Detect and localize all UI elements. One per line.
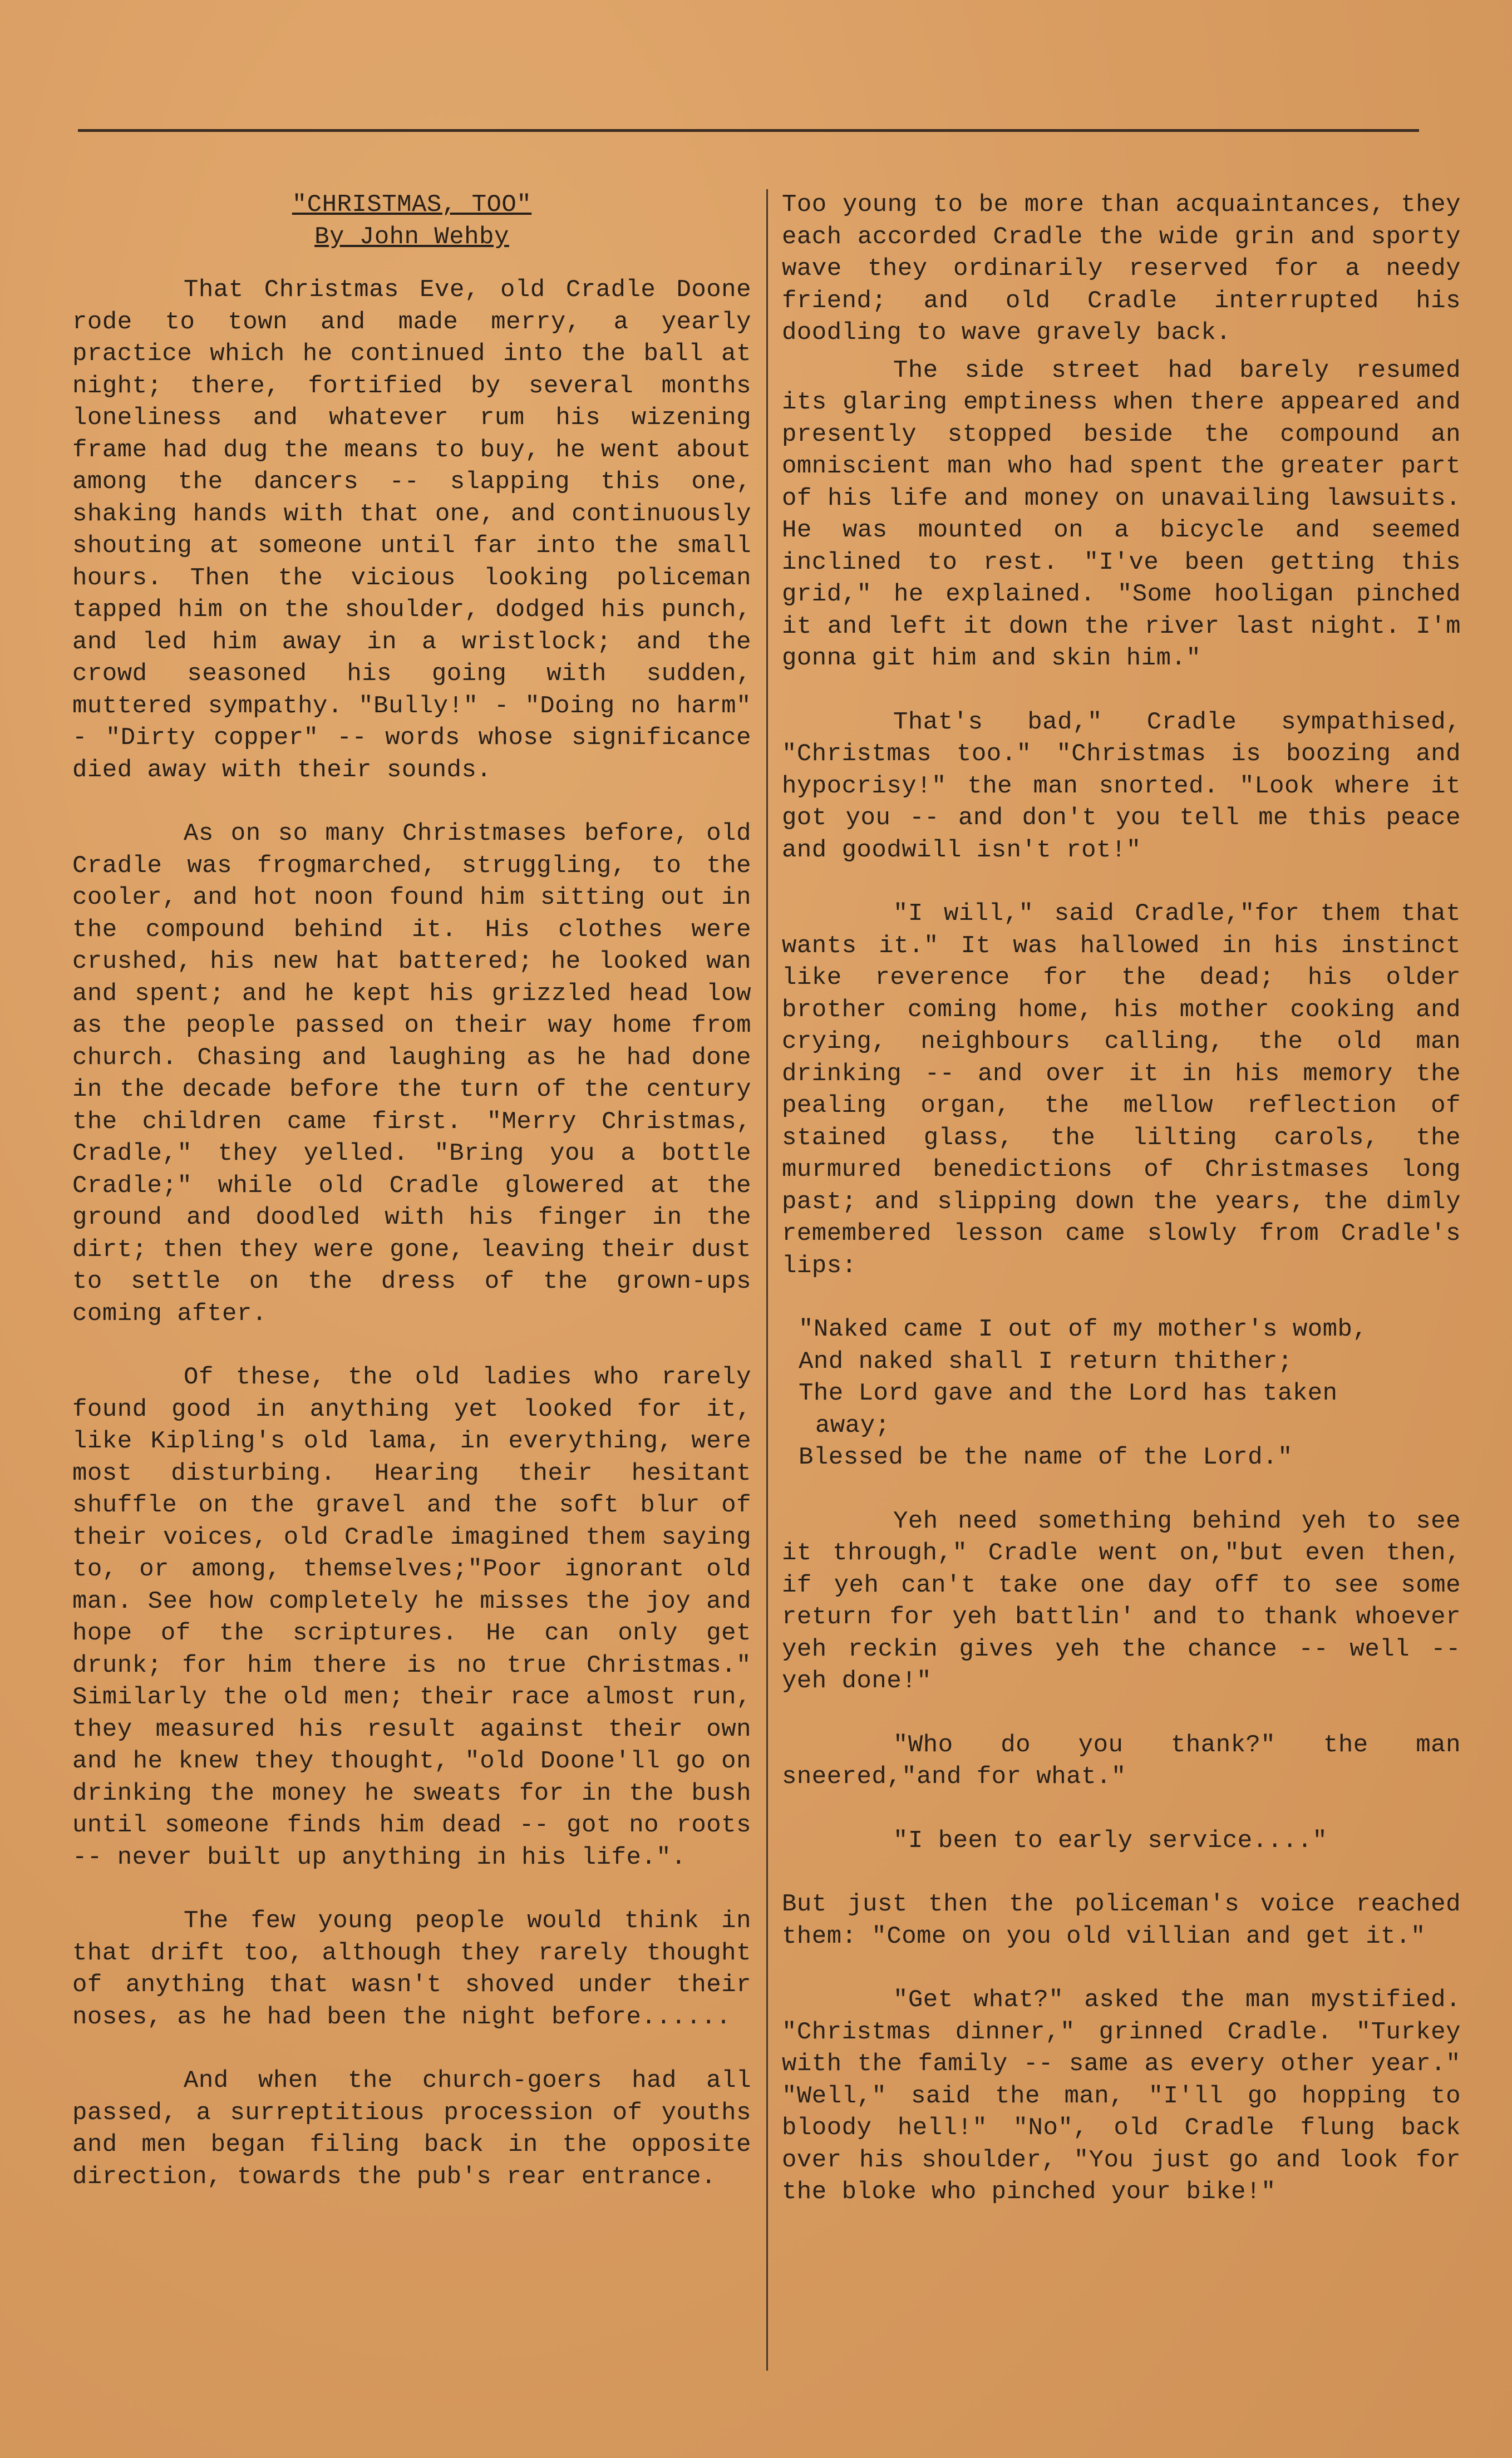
header-rule [78,129,1419,132]
left-column [72,189,751,2225]
paragraph: That Christmas Eve, old Cradle Doone rode to town and made merry, a yearly practice which he continued into the ball at night; there, fortified by several months loneliness and whatever rum his wizening frame had dug the means to buy, he went about among the dancers -- slapping this one, shaking hands with that one, and continuously shouting at someone until far into the small hours. Then the vicious looking policeman tapped him on the shoulder, dodged his punch, and led him away in a wristlock; and the crowd seasoned his going with sudden, muttered sympathy. "Bully!" - "Doing no harm" - "Dirty copper" -- words whose significance died away with their sounds. [72,276,751,784]
verse-line: away; [815,1411,890,1440]
paragraph: As on so many Christmases before, old Cradle was frogmarched, struggling, to the cooler, and hot noon found him sitting out in the compound behind it. His clothes were crushed, his new hat battered; he looked wan and spent; and he kept his grizzled head low as the people passed on their way home from church. Chasing and laughing as he had done in the decade before the turn of the century the children came first. "Merry Christmas, Cradle," they yelled. "Bring you a bottle Cradle;" while old Cradle glowered at the ground and doodled with his finger in the dirt; then they were gone, leaving their dust to settle on the dress of the grown-ups coming after. [72,820,751,1328]
paragraph: The few young people would think in that drift too, although they rarely thought of anything that wasn't shoved under their noses, as he had been the night before...... [72,1907,751,2031]
scripture-verse [799,1314,1461,1474]
paragraph: That's bad," Cradle sympathised, "Christmas too." "Christmas is boozing and hypocrisy!" the man snorted. "Look where it got you -- and don't you tell me this peace and goodwill isn't rot!" [782,708,1461,864]
paragraph: Of these, the old ladies who rarely found good in anything yet looked for it, like Kipling's old lama, in everything, were most disturbing. Hearing their hesitant shuffle on the gravel and the soft blur of their voices, old Cradle imagined them saying to, or among, themselves;"Poor ignorant old man. See how completely he misses the joy and hope of the scriptures. He can only get drunk; for him there is no true Christmas." Similarly the old men; their race almost run, they measured his result against their own and he knew they thought, "old Doone'll go on drinking the money he sweats for in the bush until someone finds him dead -- got no roots -- never built up anything in his life.". [72,1363,751,1871]
paragraph: Yeh need something behind yeh to see it through," Cradle went on,"but even then, if yeh can't take one day off to see some return for yeh battlin' and to thank whoever yeh reckin gives yeh the chance -- well -- yeh done!" [782,1507,1461,1695]
paragraph: Too young to be more than acquaintances, they each accorded Cradle the wide grin and sporty wave they ordinarily reserved for a needy friend; and old Cradle interrupted his doodling to wave gravely back. [782,191,1461,347]
byline: By John Wehby [314,223,509,251]
paragraph: And when the church-goers had all passed, a surreptitious procession of youths and men began filing back in the opposite direction, towards the pub's rear entrance. [72,2067,751,2191]
verse-line: "Naked came I out of my mother's womb, [799,1316,1368,1343]
article-title: "CHRISTMAS, TOO" [292,191,532,219]
paragraph: "Get what?" asked the man mystified. "Christmas dinner," grinned Cradle. "Turkey with the family -- same as every other year." "Well," said the man, "I'll go hopping to bloody hell!" "No", old Cradle flung back over his shoulder, "You just go and look for the bloke who pinched your bike!" [782,1986,1461,2206]
paragraph: "I will," said Cradle,"for them that wants it." It was hallowed in his instinct like reverence for the dead; his older brother coming home, his mother cooking and crying, neighbours calling, the old man drinking -- and over it in his memory the pealing organ, the mellow reflection of stained glass, the lilting carols, the murmured benedictions of Christmases long past; and slipping down the years, the dimly remembered lesson came slowly from Cradle's lips: [782,900,1461,1280]
verse-line: And naked shall I return thither; [799,1347,1293,1376]
verse-line: Blessed be the name of the Lord." [799,1444,1293,1471]
paragraph: "Who do you thank?" the man sneered,"and for what." [782,1731,1461,1791]
verse-line: The Lord gave and the Lord has taken [799,1380,1338,1407]
paragraph: "I been to early service...." [893,1826,1328,1855]
paragraph: The side street had barely resumed its glaring emptiness when there appeared and presently stopped beside the compound an omniscient man who had spent the greater part of his life and money on unavailing lawsuits. He was mounted on a bicycle and seemed inclined to rest. "I've been getting this grid," he explained. "Some hooligan pinched it and left it down the river last night. I'm gonna git him and skin him." [782,356,1461,672]
paragraph: But just then the policeman's voice reached them: "Come on you old villian and get it." [782,1890,1461,1950]
right-column [782,189,1461,2240]
column-divider [766,189,768,2371]
